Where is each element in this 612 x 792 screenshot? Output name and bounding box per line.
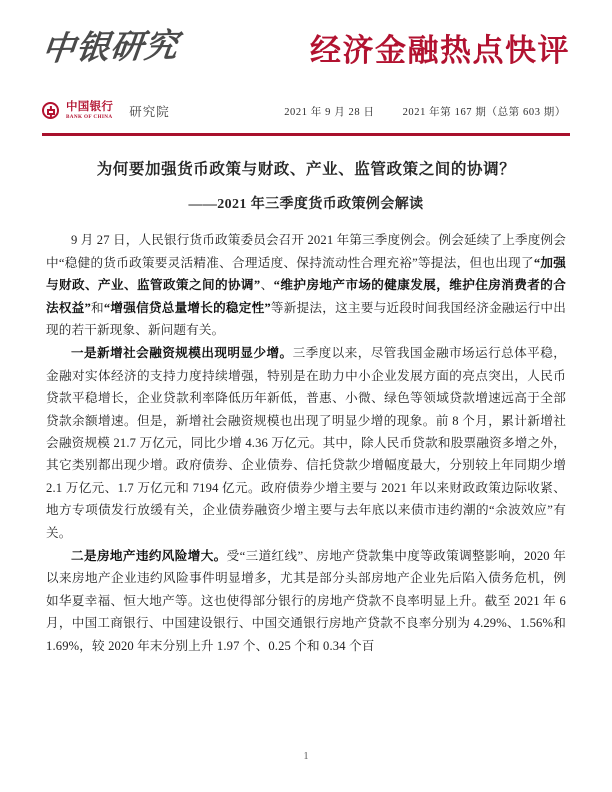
article-title: 为何要加强货币政策与财政、产业、监管政策之间的协调？ [96,160,516,178]
body-text: 、 [260,278,274,293]
emphasis-text: “加强与财政、产业、监管政策之间的协调” [46,255,567,293]
emphasis-text: 一是新增社会融资规模出现明显少增。 [71,346,293,361]
header-divider [42,133,570,136]
publication-date: 2021 年 9 月 28 日 [284,106,375,118]
body-text: 9 月 27 日，人民银行货币政策委员会召开 2021 年第三季度例会。例会延续了上季度例会中“稳健的货币政策要灵活精准、合理适度、保持流动性合理充裕”等提法，但也出现了 [46,233,566,270]
body-text: 受“三道红线”、房地产贷款集中度等政策调整影响，2020 年以来房地产企业违约风险事件明显增多，尤其是部分头部房地产企业先后陷入债务危机，例如华夏幸福、恒大地产等。这也使得部分银行的房地产贷款不良率明显上升。截至 2021 年 6 月，中国工商银行、中国建设银行、中国交通银行房地产贷款不良率分别为 4.29%、1.56%和 1.69%，较 2020 年末分别上升 1.97 个、0.25 个和 0.34 个百 [46,548,566,653]
body-text: 三季度以来，尽管我国金融市场运行总体平稳，金融对实体经济的支持力度持续增强，特别是在助力中小企业发展方面的亮点突出，人民币贷款平稳增长，企业贷款利率降低历年新低，普惠、小微、绿色等领域贷款增速远高于全部贷款余额增速。但是，新增社会融资规模也出现了明显少增的现象。前 8 个月，累计新增社会融资规模 21.7 万亿元，同比少增 4.36 万亿元。其中，除人民币贷款和股票融资多增之外，其它类别都出现少增。政府债券、企业债券、信托贷款少增幅度最大，分别较上年同期少增 2.1 万亿元、1.7 万亿元和 7194 亿元。政府债券少增主要与 2021 年以来财政政策边际收紧、地方专项债发行放缓有关，企业债券融资少增主要与去年底以来债市违约潮的“余波效应”有关。 [46,346,566,540]
emphasis-text: “维护房地产市场的健康发展，维护住房消费者的合法权益” [46,278,566,315]
emphasis-text: “增强信贷总量增长的稳定性” [103,300,271,315]
issue-number: 2021 年第 167 期（总第 603 期） [402,106,566,118]
issue-line [284,104,570,119]
brand-calligraphy-logo: 中银研究 [39,28,181,68]
bank-name-en: BANK OF CHINA [66,113,113,120]
bank-of-china-logo-icon [42,102,59,119]
page-number: 1 [303,751,309,762]
bank-of-china-logo-group [42,102,170,120]
bank-name-cn: 中国银行 [66,100,114,113]
article-paragraph [46,229,566,341]
article-paragraph [46,545,566,657]
article-subtitle: ——2021 年三季度货币政策例会解读 [188,196,424,212]
article-body [42,229,570,657]
article-paragraph [46,342,566,544]
institute-label: 研究院 [129,104,170,119]
publication-title: 经济金融热点快评 [310,33,570,69]
emphasis-text: 二是房地产违约风险增大。 [71,548,227,563]
masthead-subrow [42,96,570,126]
bank-of-china-wordmark [66,102,113,120]
masthead [39,0,570,96]
body-text: 和 [90,300,104,315]
body-text: 等新提法，这主要与近段时间我国经济金融运行中出现的若干新现象、新问题有关。 [46,300,566,337]
